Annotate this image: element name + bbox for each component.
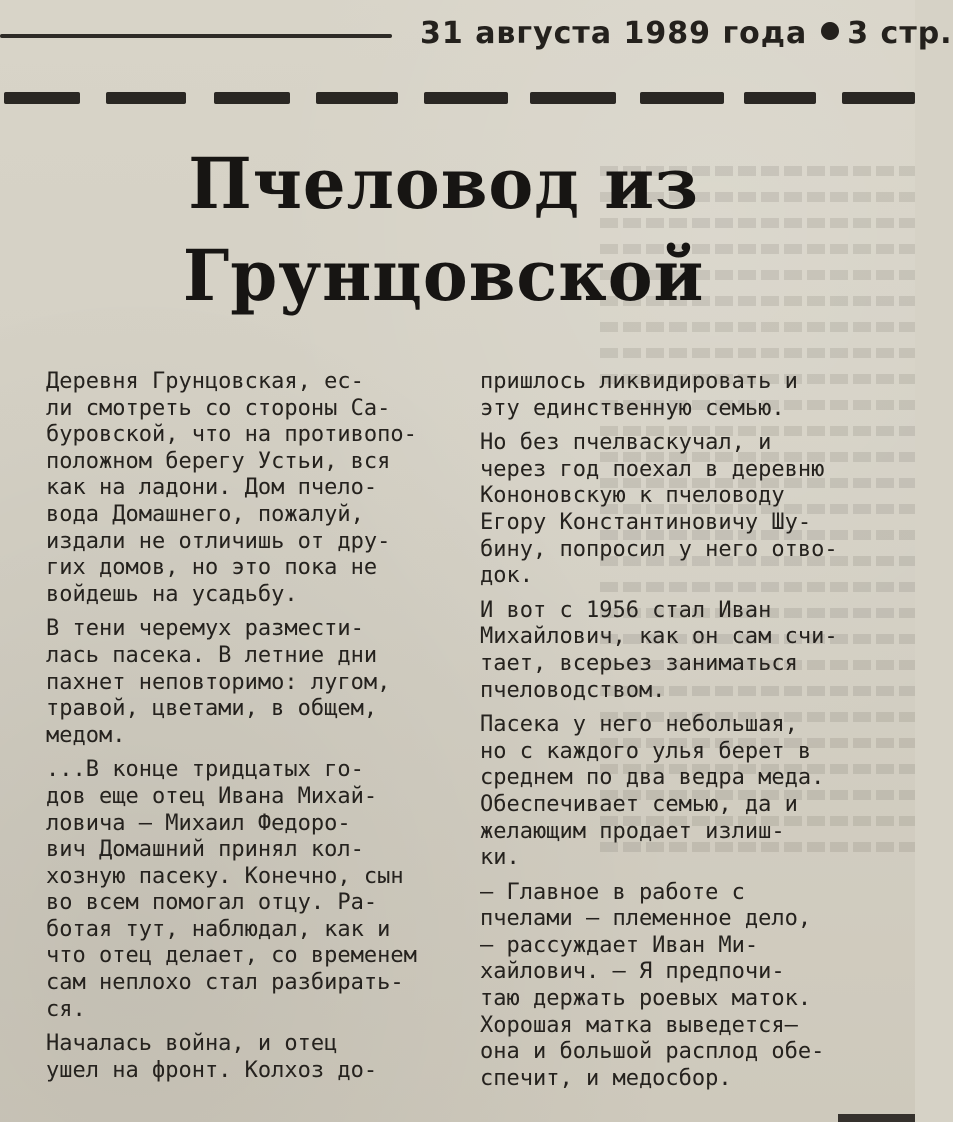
text-line: вода Домашнего, пожалуй, [46,501,364,527]
text-line: она и большой расплод обе- [480,1039,825,1065]
header-dateline [420,16,953,51]
text-line: Обеспечивает семью, да и [480,791,798,817]
article-column-left [46,369,436,1084]
text-line: ки. [480,845,520,871]
text-line: лась пасека. В летние дни [46,642,378,668]
text-line: Хорошая матка выведется— [480,1012,798,1038]
text-line: Кононовскую к пчеловоду [480,483,785,509]
article-column-right [480,369,892,1092]
text-line: тает, всерьез заниматься [480,650,798,676]
paragraph [480,369,892,422]
text-line: вич Домашний принял кол- [46,837,364,863]
text-line: Егору Константиновичу Шу- [480,509,812,535]
paragraph [480,430,892,590]
text-line: буровской, что на противопо- [46,422,417,448]
text-line: ушел на фронт. Колхоз до- [46,1057,378,1083]
text-line: И вот с 1956 стал Иван [480,597,772,623]
text-line: но с каждого улья берет в [480,738,812,764]
text-line: ли смотреть со стороны Са- [46,395,391,421]
text-line: док. [480,563,533,589]
text-line: ся. [46,996,86,1022]
text-line: медом. [46,722,126,748]
text-line: — Главное в работе с [480,879,745,905]
text-line: хозную пасеку. Конечно, сын [46,863,404,889]
paragraph [46,757,436,1023]
text-line: дов еще отец Ивана Михай- [46,783,378,809]
text-line: спечит, и медосбор. [480,1065,732,1091]
text-line: травой, цветами, в общем, [46,696,378,722]
text-line: хайлович. — Я предпочи- [480,959,785,985]
text-line: эту единственную семью. [480,395,785,421]
text-line: ловича — Михаил Федоро- [46,810,351,836]
header-rule [0,34,392,38]
text-line: ...В конце тридцатых го- [46,757,364,783]
text-line: Михайлович, как он сам счи- [480,624,838,650]
text-line: бину, попросил у него отво- [480,536,838,562]
article-headline [170,138,717,322]
text-line: пришлось ликвидировать и [480,369,798,394]
text-line: ботая тут, наблюдал, как и [46,916,391,942]
paragraph [480,880,892,1093]
text-line: сам неплохо стал разбирать- [46,970,404,996]
text-line: как на ладони. Дом пчело- [46,475,378,501]
text-line: во всем помогал отцу. Ра- [46,890,378,916]
text-line: Но без пчелваскучал, и [480,430,772,456]
paragraph [480,598,892,704]
text-line: Деревня Грунцовская, ес- [46,369,364,394]
text-line: В тени черемух размести- [46,616,364,642]
text-line: Пасека у него небольшая, [480,712,798,738]
paragraph [46,616,436,749]
headline-line-1: Пчеловод из [188,142,699,225]
text-line: гих домов, но это пока не [46,555,378,581]
text-line: — рассуждает Иван Ми- [480,932,759,958]
paragraph [480,712,892,872]
text-line: желающим продает излиш- [480,818,785,844]
issue-date: 31 августа 1989 года [420,16,808,51]
bullet-icon [821,22,839,40]
text-line: через год поехал в деревню [480,456,825,482]
paragraph [46,1031,436,1084]
page-number: 3 стр. [847,16,953,51]
headline-line-2: Грунцовской [182,234,705,317]
text-line: таю держать роевых маток. [480,986,812,1012]
text-line: войдешь на усадьбу. [46,581,298,607]
paragraph [46,369,436,608]
text-line: положном берегу Устьи, вся [46,448,391,474]
text-line: Началась война, и отец [46,1031,338,1057]
text-line: издали не отличишь от дру- [46,528,391,554]
text-line: пчелами — племенное дело, [480,906,812,932]
text-line: пчеловодством. [480,677,666,703]
text-line: что отец делает, со временем [46,943,417,969]
dashed-divider [0,92,915,106]
footer-rule [838,1114,915,1122]
text-line: пахнет неповторимо: лугом, [46,669,391,695]
text-line: среднем по два ведра меда. [480,765,825,791]
